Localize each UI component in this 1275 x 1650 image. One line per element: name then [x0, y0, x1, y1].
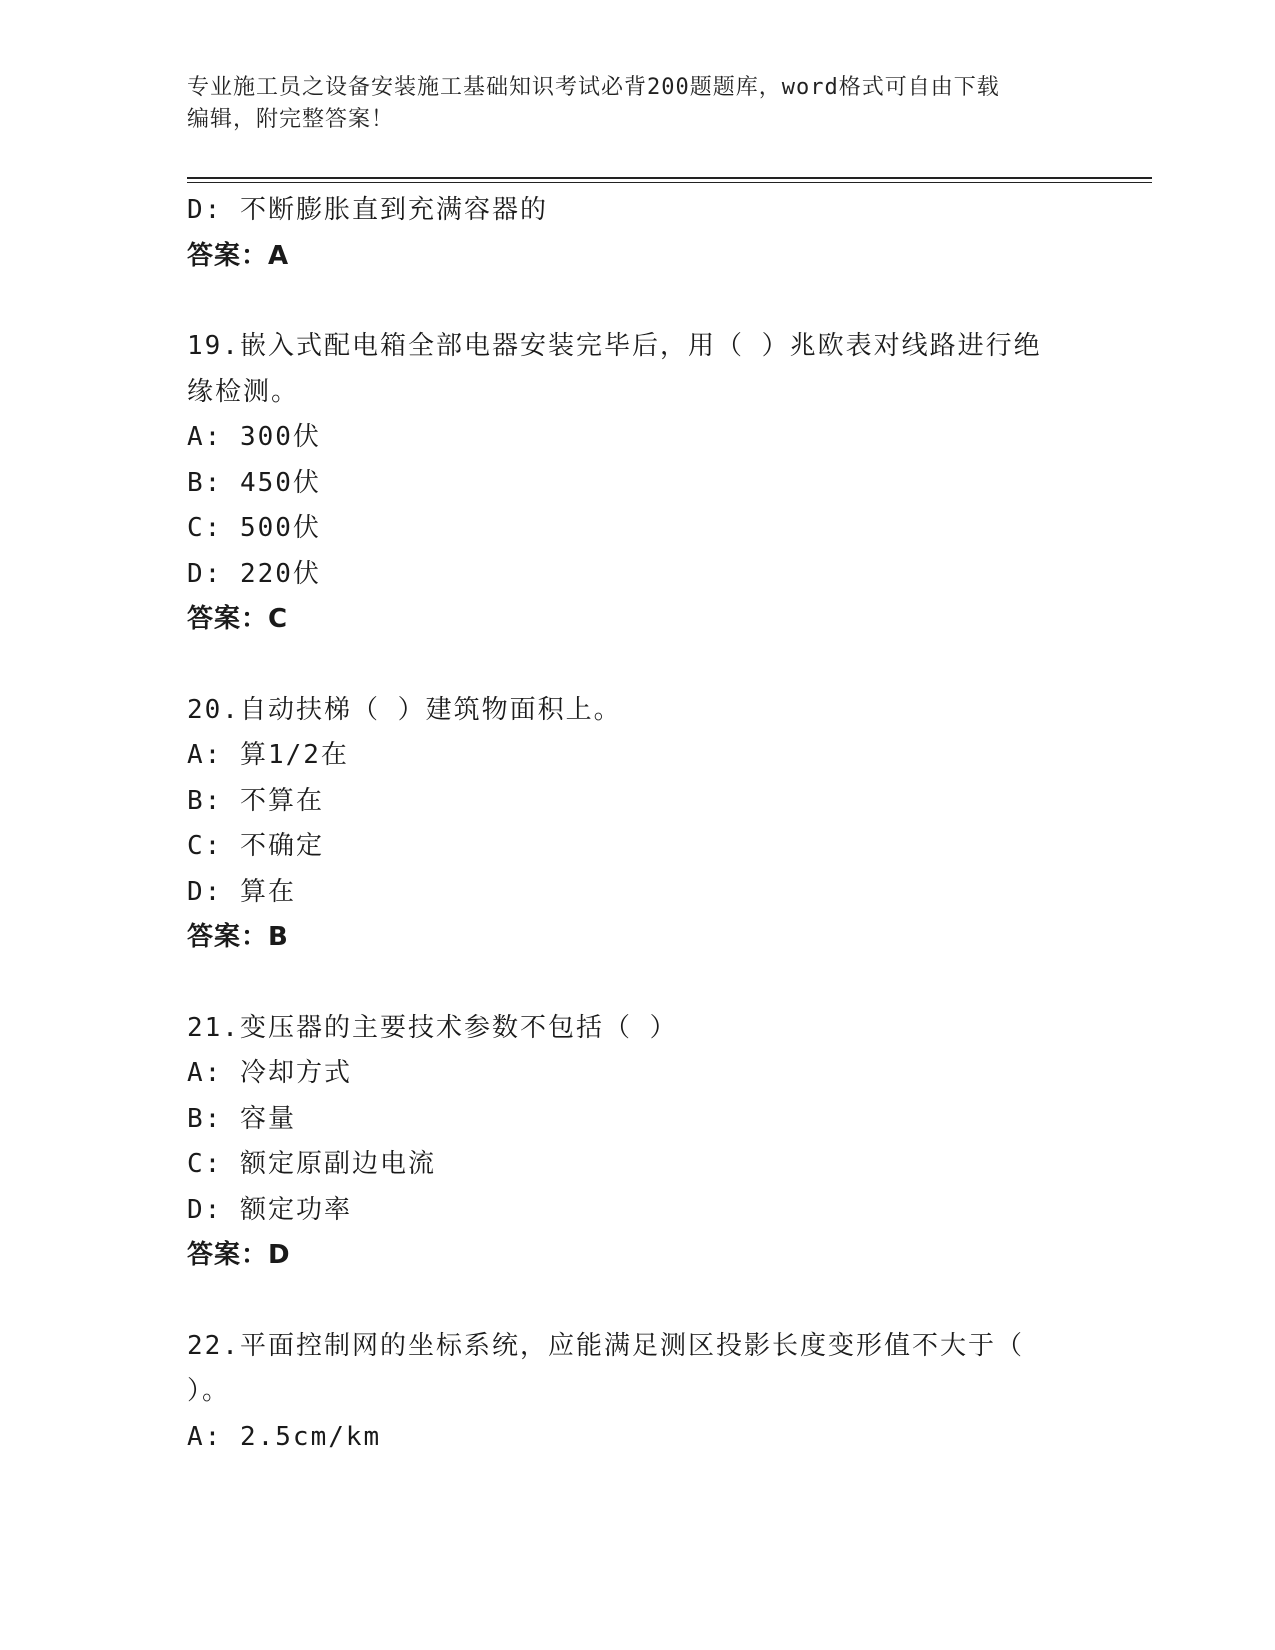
header-divider-thick [187, 177, 1152, 179]
option-b: B: 不算在 [187, 785, 324, 816]
spacer [187, 643, 1067, 688]
answer-line: 答案：A [187, 240, 290, 271]
spacer [187, 1279, 1067, 1324]
header-divider-thin [187, 182, 1152, 183]
option-a: A: 300伏 [187, 422, 321, 452]
question-text-line-1: 20.自动扶梯（ ）建筑物面积上。 [187, 694, 622, 725]
option-d: D: 不断膨胀直到充满容器的 [187, 195, 548, 225]
option-d: D: 220伏 [187, 558, 321, 589]
spacer [187, 279, 1067, 324]
spacer [187, 961, 1067, 1006]
option-a: A: 冷却方式 [187, 1058, 352, 1088]
header-title-line-1: 专业施工员之设备安装施工基础知识考试必背200题题库，word格式可自由下载 [187, 75, 1000, 100]
question-text-line-1: 21.变压器的主要技术参数不包括（ ） [187, 1012, 678, 1043]
option-b: B: 450伏 [187, 467, 321, 498]
answer-line: 答案：C [187, 604, 289, 634]
answer-line: 答案：B [187, 922, 289, 952]
previous-question-tail [187, 188, 1067, 279]
option-c: C: 500伏 [187, 513, 321, 543]
answer-line: 答案：D [187, 1240, 291, 1270]
question-21 [187, 1006, 1067, 1279]
question-text-line-2: 缘检测。 [187, 376, 300, 407]
question-content [187, 188, 1067, 1460]
option-c: C: 不确定 [187, 831, 324, 861]
option-b: B: 容量 [187, 1103, 296, 1134]
header-title-line-2: 编辑，附完整答案！ [187, 107, 395, 132]
page-header-title [187, 72, 1067, 136]
question-22 [187, 1324, 1067, 1461]
question-19 [187, 324, 1067, 643]
option-a: A: 2.5cm/km [187, 1421, 382, 1452]
question-20 [187, 688, 1067, 961]
option-c: C: 额定原副边电流 [187, 1149, 436, 1179]
question-text-line-2: ）。 [187, 1376, 231, 1406]
question-text-line-1: 19.嵌入式配电箱全部电器安装完毕后，用（ ）兆欧表对线路进行绝 [187, 331, 1042, 361]
option-a: A: 算1/2在 [187, 740, 349, 770]
question-text-line-1: 22.平面控制网的坐标系统，应能满足测区投影长度变形值不大于（ [187, 1330, 1024, 1361]
option-d: D: 额定功率 [187, 1194, 352, 1225]
option-d: D: 算在 [187, 876, 296, 907]
